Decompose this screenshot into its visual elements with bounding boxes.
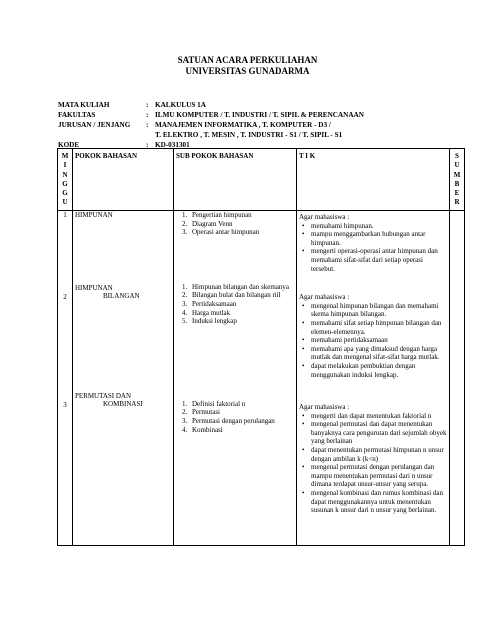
list-item: • mengerti dan dapat menentukan faktorial n: [311, 412, 447, 421]
list-item: 1. Definisi faktorial n: [189, 400, 294, 409]
list-item: 4. Kombinasi: [189, 426, 294, 435]
info-colon: :: [146, 101, 149, 109]
list-item: 3. Permutasi dengan perulangan: [189, 417, 294, 426]
list-item: 3. Pertidaksamaan: [189, 300, 294, 309]
header-letter: N: [62, 170, 68, 179]
info-key: MATA KULIAH: [58, 101, 110, 109]
info-value: MANAJEMEN INFORMATIKA , T. KOMPUTER - D3 /: [155, 121, 331, 129]
list-item: • mampu menggambarkan hubungan antar himpunan.: [311, 230, 447, 247]
header-minggu: [58, 149, 73, 211]
info-key: FAKULTAS: [58, 111, 96, 119]
week-column: [58, 211, 73, 546]
header-letter: E: [454, 189, 460, 198]
week-number: 2: [63, 292, 67, 301]
info-key: JURUSAN / JENJANG: [58, 121, 131, 129]
topic-title: KOMBINASI: [103, 400, 143, 409]
week-number: 3: [63, 401, 67, 410]
info-row: [58, 110, 364, 120]
header-letter: R: [454, 198, 460, 207]
info-colon: :: [146, 141, 149, 149]
header-letter: U: [454, 161, 460, 170]
tik-list: [299, 412, 447, 515]
info-value: T. ELEKTRO , T. MESIN , T. INDUSTRI - S1 / T. SIPIL - S1: [155, 131, 343, 139]
document-title: [0, 55, 495, 77]
info-value: ILMU KOMPUTER / T. INDUSTRI / T. SIPIL & PERENCANAAN: [155, 111, 364, 119]
info-row: [58, 100, 364, 110]
course-info: [58, 100, 364, 150]
list-item: • mengenal kombinasi dan rumus kombinasi dan dapat menggunakannya untuk menentukan susunan k unsur dari n unsur yang berlainan.: [311, 489, 447, 515]
header-sub-pokok-bahasan: SUB POKOK BAHASAN: [174, 149, 297, 211]
list-item: • memahami sifat setiap himpunan bilangan dan elemen-elemennya.: [311, 319, 447, 336]
header-letter: M: [453, 170, 461, 179]
list-item: • mengenal permutasi dengan perulangan dan mampu menentukan permutasi dari n unsur dimana terdapat unsur-unsur yang serupa.: [311, 463, 447, 489]
tik-intro: Agar mahasiswa :: [299, 293, 350, 302]
list-item: • mengenal himpunan bilangan dan memahami skema himpunan bilangan.: [311, 302, 447, 319]
tik-intro: Agar mahasiswa :: [299, 403, 350, 412]
table-body-row: [58, 211, 465, 546]
syllabus-table: [57, 148, 465, 546]
subtopic-list: [176, 400, 294, 434]
header-sumber: [450, 149, 465, 211]
info-value: KALKULUS 1A: [155, 101, 206, 109]
title-line-2: UNIVERSITAS GUNADARMA: [185, 66, 310, 76]
topic-title: HIMPUNAN: [75, 283, 113, 292]
header-letter: G: [62, 189, 68, 198]
header-letter: U: [62, 198, 68, 207]
info-colon: [146, 130, 155, 140]
topic-title: BILANGAN: [103, 292, 140, 301]
tik-intro: Agar mahasiswa :: [299, 213, 350, 221]
header-letter: G: [62, 179, 68, 188]
tik-list: [299, 222, 447, 274]
list-item: • memahami apa yang dimaksud dengan harga mutlak dan mengenal sifat-sifat harga mutlak.: [311, 345, 447, 362]
info-value: KD-031301: [155, 141, 190, 149]
list-item: 3. Operasi antar himpunan: [189, 228, 294, 237]
list-item: • dapat menentukan permutasi himpunan n unsur dengan ambilan k (k<n): [311, 446, 447, 463]
header-pokok-bahasan: POKOK BAHASAN: [73, 149, 174, 211]
info-row: [58, 120, 364, 130]
list-item: • dapat melakukan pembuktian dengan menggunakan induksi lengkap.: [311, 362, 447, 379]
list-item: 1. Pengertian himpunan: [189, 211, 294, 220]
header-letter: I: [63, 161, 67, 170]
list-item: 2. Permutasi: [189, 408, 294, 417]
list-item: 4. Harga mutlak: [189, 309, 294, 318]
source-column: [450, 211, 465, 546]
list-item: • memahami himpunan.: [311, 222, 447, 231]
table-header-row: [58, 149, 465, 211]
topic-title: HIMPUNAN: [75, 211, 113, 219]
info-colon: :: [146, 121, 149, 129]
list-item: 5. Induksi lengkap: [189, 317, 294, 326]
list-item: 1. Himpunan bilangan dan skemanya: [189, 283, 294, 292]
title-line-1: SATUAN ACARA PERKULIAHAN: [177, 55, 318, 65]
subtopic-list: [176, 283, 294, 326]
subtopic-list: [176, 211, 294, 237]
info-key: [58, 130, 146, 140]
info-row: [58, 130, 364, 140]
tik-column: [297, 211, 450, 546]
list-item: 2. Bilangan bulat dan bilangan riil: [189, 291, 294, 300]
header-letter: B: [454, 179, 460, 188]
header-letter: S: [455, 152, 459, 160]
list-item: • memahami pertidaksamaan: [311, 336, 447, 345]
topic-column: [73, 211, 174, 546]
list-item: 2. Diagram Venn: [189, 220, 294, 229]
subtopic-column: [174, 211, 297, 546]
week-number: 1: [63, 211, 67, 219]
tik-list: [299, 302, 447, 379]
list-item: • mengerti operasi-operasi antar himpunan dan memahami sifat-sifat dari setiap operasi tersebut.: [311, 247, 447, 273]
header-tik: T I K: [297, 149, 450, 211]
info-key: KODE: [58, 141, 80, 149]
header-letter: M: [61, 152, 69, 160]
info-colon: :: [146, 111, 149, 119]
list-item: • mengenal permutasi dan dapat menentukan banyaknya cara pengurutan dari sejumlah obyek yang berlainan: [311, 420, 447, 446]
topic-title: PERMUTASI DAN: [75, 391, 132, 400]
